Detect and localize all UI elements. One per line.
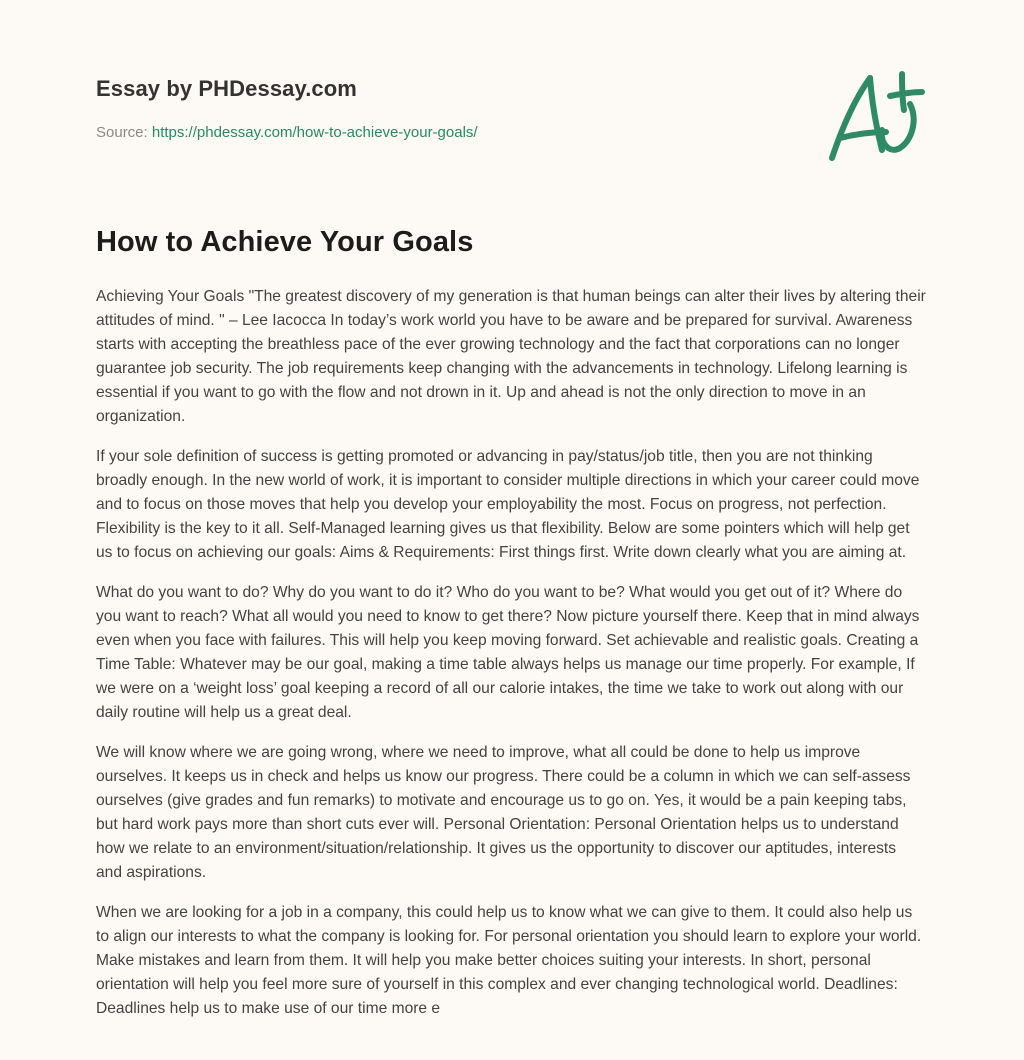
essay-title: How to Achieve Your Goals: [96, 226, 474, 258]
essay-paragraph: We will know where we are going wrong, where we need to improve, what all could be done to help us improve ourselves. It keeps us in check and helps us know our progress. There could be a column in which we can self-assess ourselves (give grades and fun remarks) to motivate and encourage us to go on. Yes, it would be a pain keeping tabs, but hard work pays more than short cuts ever will. Personal Orientation: Personal Orientation helps us to understand how we relate to an environment/situation/relationship. It gives us the opportunity to discover our aptitudes, interests and aspirations.: [96, 744, 911, 881]
essay-body: [96, 285, 926, 1037]
essay-paragraph: If your sole definition of success is getting promoted or advancing in pay/status/job title, then you are not thinking broadly enough. In the new world of work, it is important to consider multiple directions in which your career could move and to focus on those moves that help you develop your employability the most. Focus on progress, not perfection. Flexibility is the key to it all. Self-Managed learning gives us that flexibility. Below are some pointers which will help get us to focus on achieving our goals: Aims & Requirements: First things first. Write down clearly what you are aiming at.: [96, 448, 920, 561]
essay-paragraph: What do you want to do? Why do you want to do it? Who do you want to be? What would you get out of it? Where do you want to reach? What all would you need to know to get there? Now picture yourself there. Keep that in mind always even when you face with failures. This will help you keep moving forward. Set achievable and realistic goals. Creating a Time Table: Whatever may be our goal, making a time table always helps us manage our time properly. For example, If we were on a ‘weight loss’ goal keeping a record of all our calorie intakes, the time we take to work out along with our daily routine will help us a great deal.: [96, 584, 920, 721]
page-header: [96, 0, 926, 200]
essay-paragraph: When we are looking for a job in a company, this could help us to know what we can give to them. It could also help us to align our interests to what the company is looking for. For personal orientation you should learn to explore your world. Make mistakes and learn from them. It will help you make better choices suiting your interests. In short, personal orientation will help you feel more sure of yourself in this complex and ever changing technological world. Deadlines: Deadlines help us to make use of our time more e: [96, 904, 922, 1017]
essay-page: [96, 0, 926, 1017]
site-title: Essay by PHDessay.com: [96, 76, 357, 101]
source-link[interactable]: https://phdessay.com/how-to-achieve-your-goals/: [151, 124, 478, 141]
essay-paragraph: Achieving Your Goals "The greatest discovery of my generation is that human beings can alter their lives by altering their attitudes of mind. " – Lee Iacocca In today’s work world you have to be aware and be prepared for survival. Awareness starts with accepting the breathless pace of the ever growing technology and the fact that corporations can no longer guarantee job security. The job requirements keep changing with the advancements in technology. Lifelong learning is essential if you want to go with the flow and not drown in it. Up and ahead is not the only direction to move in an organization.: [96, 288, 926, 425]
a-plus-grade-icon: [824, 66, 928, 166]
source-label: Source:: [96, 124, 152, 141]
source-line: [96, 124, 478, 141]
